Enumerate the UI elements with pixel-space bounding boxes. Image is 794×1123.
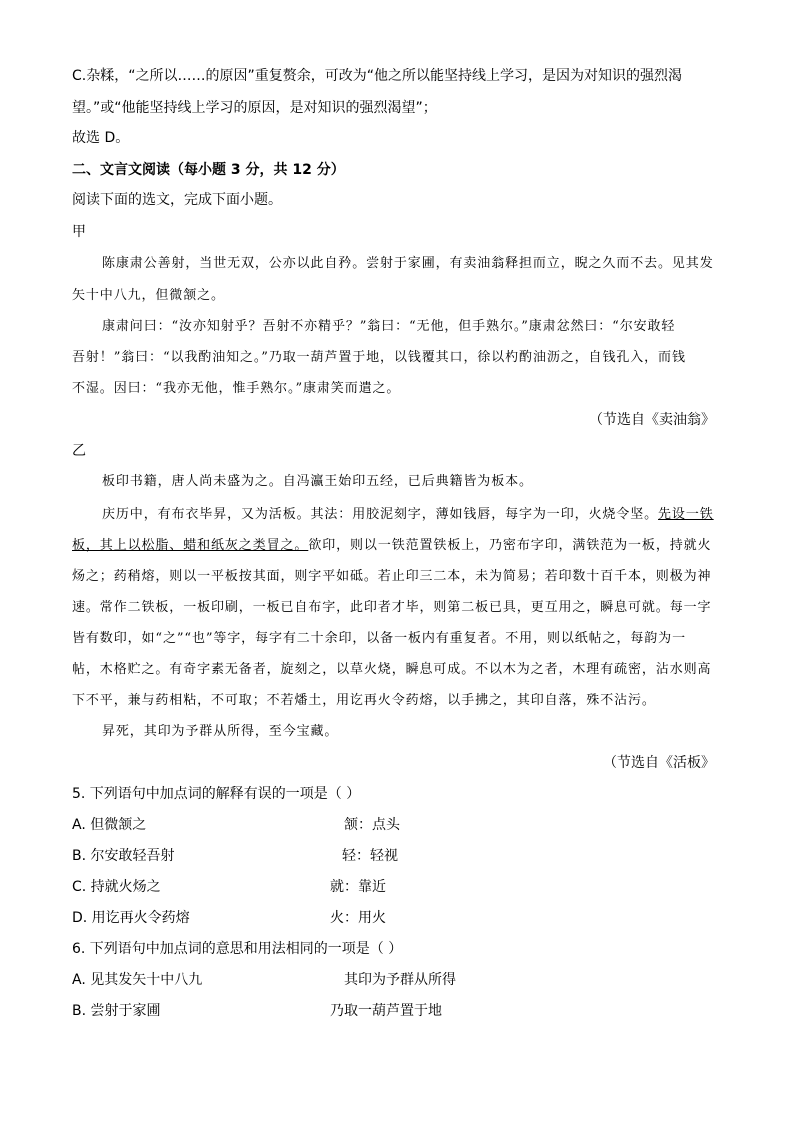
answer-explanation-line: 望。”或“他能坚持线上学习的原因，是对知识的强烈渴望”； (72, 100, 437, 116)
question-5-gloss-b: 轻：轻视 (342, 848, 398, 864)
question-5-gloss-a: 颔：点头 (344, 817, 400, 833)
passage-line: 吾射！”翁曰：“以我酌油知之。”乃取一葫芦置于地，以钱覆其口，徐以杓酌油沥之，自钱孔入，而钱 (72, 350, 686, 365)
question-5-option-c: C. 持就火炀之 (72, 879, 161, 895)
passage-line: 板印书籍，唐人尚未盛为之。自冯瀛王始印五经，已后典籍皆为板本。 (102, 474, 533, 489)
passage-line: 速。常作二铁板，一板印刷，一板已自布字，此印者才毕，则第二板已具，更互用之，瞬息可就。每一字 (72, 600, 712, 615)
underlined-sentence: 板，其上以松脂、蜡和纸灰之类冒之。 (72, 538, 309, 553)
passage-line: 炀之；药稍熔，则以一平板按其面，则字平如砥。若止印三二本，未为简易；若印数十百千本，则极为神 (72, 569, 712, 584)
passage-line: 皆有数印，如“之”“也”等字，每字有二十余印，以备一板内有重复者。不用，则以纸帖之，每韵为一 (72, 631, 686, 646)
passage-line: 矢十中八九，但微颔之。 (72, 288, 225, 303)
question-6-compare-a: 其印为予群从所得 (344, 972, 456, 988)
question-6-option-a: A. 见其发矢十中八九 (72, 972, 203, 988)
question-5-option-d: D. 用讫再火令药熔 (72, 910, 190, 926)
question-6-option-b: B. 尝射于家圃 (72, 1003, 161, 1019)
passage-text: 庆历中，有布衣毕昇，又为活板。其法：用胶泥刻字，薄如钱唇，每字为一印，火烧令坚。 (102, 507, 659, 522)
passage-source: （节选自《卖油翁》 (589, 412, 715, 428)
question-6-stem: 6. 下列语句中加点词的意思和用法相同的一项是（ ） (72, 941, 403, 957)
question-6-compare-b: 乃取一葫芦置于地 (330, 1003, 442, 1019)
passage-line (102, 505, 714, 525)
section-heading: 二、文言文阅读（每小题 3 分，共 12 分） (72, 162, 345, 178)
question-5-stem: 5. 下列语句中加点词的解释有误的一项是（ ） (72, 786, 361, 802)
question-5-option-a: A. 但微颔之 (72, 817, 147, 833)
answer-explanation-line: C.杂糅，“之所以……的原因”重复赘余，可改为“他之所以能坚持线上学习，是因为对知识的强烈渴 (72, 68, 682, 84)
passage-line: 陈康肃公善射，当世无双，公亦以此自矜。尝射于家圃，有卖油翁释担而立，睨之久而不去。见其发 (102, 256, 714, 271)
question-5-option-b: B. 尔安敢轻吾射 (72, 848, 175, 864)
underlined-sentence: 先设一铁 (658, 507, 714, 522)
passage-line: 帖，木格贮之。有奇字素无备者，旋刻之，以草火烧，瞬息可成。不以木为之者，木理有疏密，沾水则高 (72, 662, 712, 677)
passage-line: 康肃问曰：“汝亦知射乎？吾射不亦精乎？”翁曰：“无他，但手熟尔。”康肃忿然曰：“尔安敢轻 (102, 319, 676, 334)
question-5-gloss-d: 火：用火 (330, 910, 386, 926)
answer-explanation-conclusion: 故选 D。 (72, 130, 130, 146)
passage-text: 欲印，则以一铁范置铁板上，乃密布字印，满铁范为一板，持就火 (308, 538, 712, 553)
passage-label-yi: 乙 (72, 443, 86, 459)
passage-line (72, 536, 711, 556)
passage-line: 昇死，其印为予群从所得，至今宝藏。 (102, 724, 339, 739)
passage-line: 不湿。因曰：“我亦无他，惟手熟尔。”康肃笑而遣之。 (72, 381, 401, 396)
section-instruction: 阅读下面的选文，完成下面小题。 (72, 192, 282, 208)
passage-source: （节选自《活板》 (603, 755, 715, 771)
question-5-gloss-c: 就：靠近 (330, 879, 386, 895)
passage-label-jia: 甲 (72, 224, 86, 240)
passage-line: 下不平，兼与药相粘，不可取；不若燔土，用讫再火令药熔，以手拂之，其印自落，殊不沾污。 (72, 693, 656, 708)
